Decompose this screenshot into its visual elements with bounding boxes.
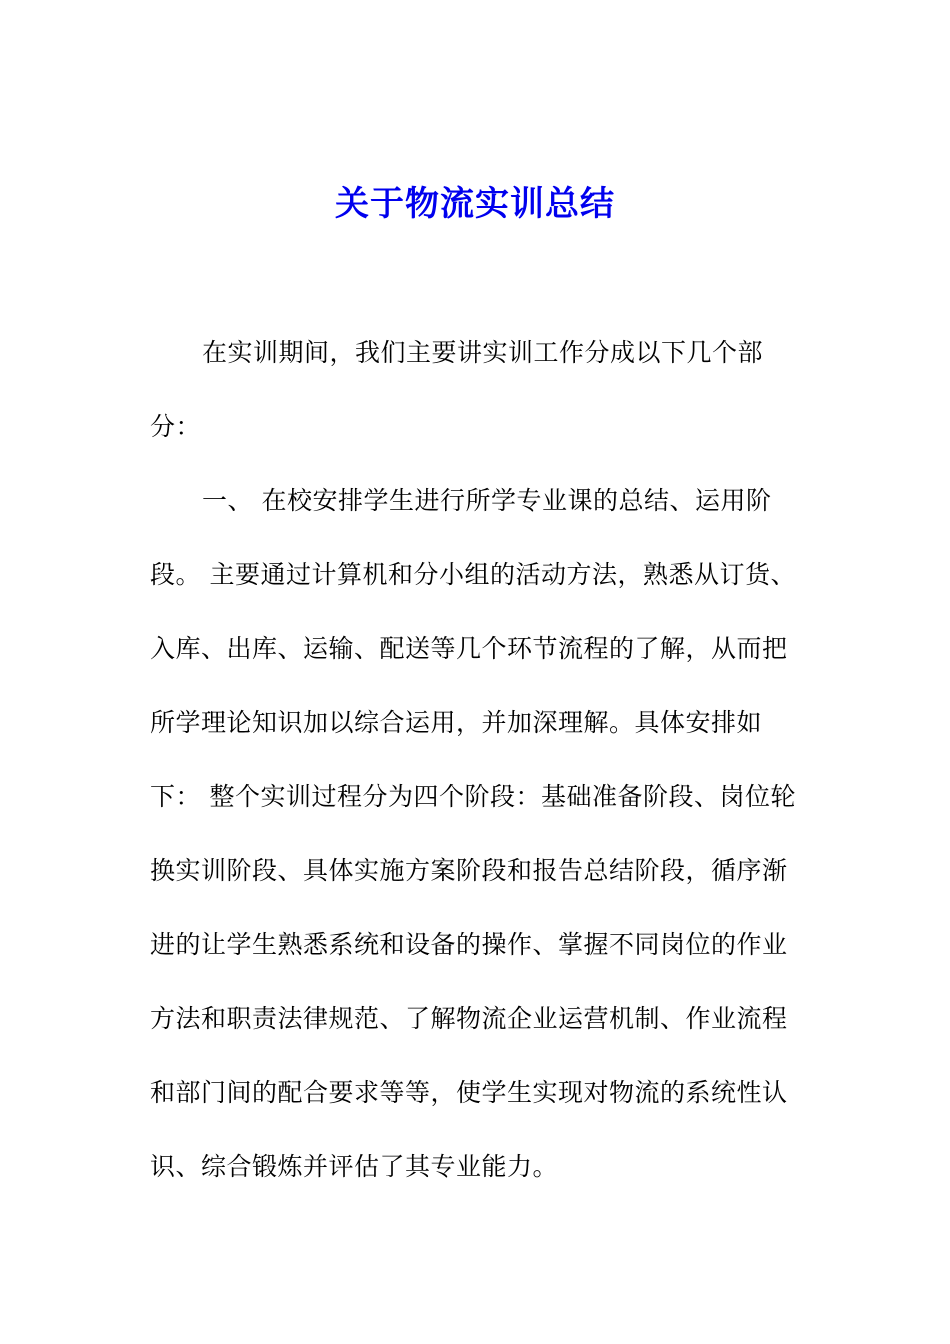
paragraph-line: 和部门间的配合要求等等，使学生实现对物流的系统性认: [150, 1078, 788, 1107]
paragraph-line: 方法和职责法律规范、了解物流企业运营机制、作业流程: [150, 1004, 788, 1033]
paragraph-line: 在实训期间，我们主要讲实训工作分成以下几个部: [202, 338, 764, 367]
paragraph-line: 入库、出库、运输、配送等几个环节流程的了解，从而把: [150, 634, 788, 663]
paragraph-line: 下： 整个实训过程分为四个阶段：基础准备阶段、岗位轮: [150, 782, 796, 811]
paragraph-line: 所学理论知识加以综合运用，并加深理解。具体安排如: [150, 708, 763, 737]
paragraph-line: 识、综合锻炼并评估了其专业能力。: [150, 1152, 559, 1181]
paragraph-line: 一、 在校安排学生进行所学专业课的总结、运用阶: [202, 486, 772, 515]
paragraph-line: 换实训阶段、具体实施方案阶段和报告总结阶段，循序渐: [150, 856, 788, 885]
paragraph-line: 分：: [150, 412, 202, 441]
paragraph-line: 进的让学生熟悉系统和设备的操作、掌握不同岗位的作业: [150, 930, 788, 959]
document-title: 关于物流实训总结: [335, 184, 615, 224]
paragraph-line: 段。 主要通过计算机和分小组的活动方法，熟悉从订货、: [150, 560, 796, 589]
